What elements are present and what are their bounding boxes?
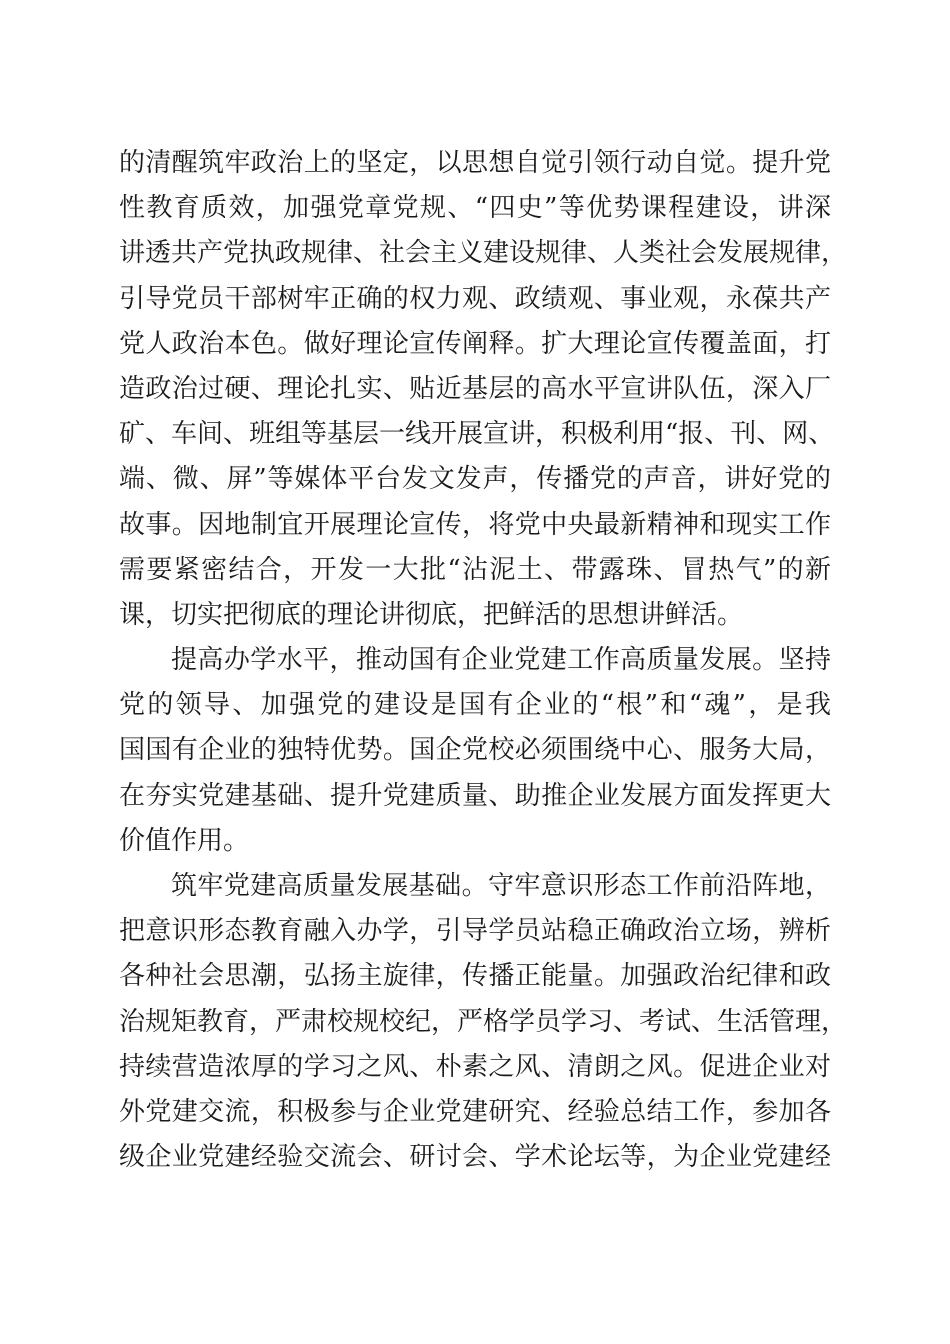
text-line: 各种社会思潮，弘扬主旋律，传播正能量。加强政治纪律和政: [119, 961, 831, 992]
text-line: 课，切实把彻底的理论讲彻底，把鲜活的思想讲鲜活。: [119, 599, 744, 630]
text-line: 的清醒筑牢政治上的坚定，以思想自觉引领行动自觉。提升党: [119, 148, 831, 178]
text-line: 把意识形态教育融入办学，引导学员站稳正确政治立场，辨析: [119, 916, 831, 947]
text-line: 外党建交流，积极参与企业党建研究、经验总结工作，参加各: [119, 1096, 831, 1127]
text-line: 端、微、屏”等媒体平台发文发声，传播党的声音，讲好党的: [119, 464, 831, 495]
text-line: 引导党员干部树牢正确的权力观、政绩观、事业观，永葆共产: [119, 283, 831, 314]
text-line: 党人政治本色。做好理论宣传阐释。扩大理论宣传覆盖面，打: [119, 328, 831, 359]
text-line: 需要紧密结合，开发一大批“沾泥土、带露珠、冒热气”的新: [119, 554, 831, 585]
text-line: 矿、车间、班组等基层一线开展宣讲，积极利用“报、刊、网、: [119, 419, 835, 450]
text-line: 造政治过硬、理论扎实、贴近基层的高水平宣讲队伍，深入厂: [119, 373, 831, 404]
body-text: [119, 141, 848, 1180]
paragraph-first-line: 筑牢党建高质量发展基础。守牢意识形态工作前沿阵地，: [171, 871, 831, 901]
text-line: 价值作用。: [119, 825, 250, 856]
paragraph-first-line: 提高办学水平，推动国有企业党建工作高质量发展。坚持: [171, 645, 831, 676]
text-line: 持续营造浓厚的学习之风、朴素之风、清朗之风。促进企业对: [119, 1051, 831, 1082]
text-line: 级企业党建经验交流会、研讨会、学术论坛等，为企业党建经: [119, 1142, 831, 1173]
text-line: 在夯实党建基础、提升党建质量、助推企业发展方面发挥更大: [119, 780, 831, 811]
text-line: 治规矩教育，严肃校规校纪，严格学员学习、考试、生活管理，: [119, 1006, 848, 1037]
text-line: 性教育质效，加强党章党规、“四史”等优势课程建设，讲深: [119, 193, 831, 224]
text-line: 党的领导、加强党的建设是国有企业的“根”和“魂”，是我: [119, 690, 831, 721]
text-line: 讲透共产党执政规律、社会主义建设规律、人类社会发展规律，: [119, 238, 848, 269]
text-line: 国国有企业的独特优势。国企党校必须围绕中心、服务大局，: [119, 735, 831, 766]
text-line: 故事。因地制宜开展理论宣传，将党中央最新精神和现实工作: [119, 509, 831, 540]
